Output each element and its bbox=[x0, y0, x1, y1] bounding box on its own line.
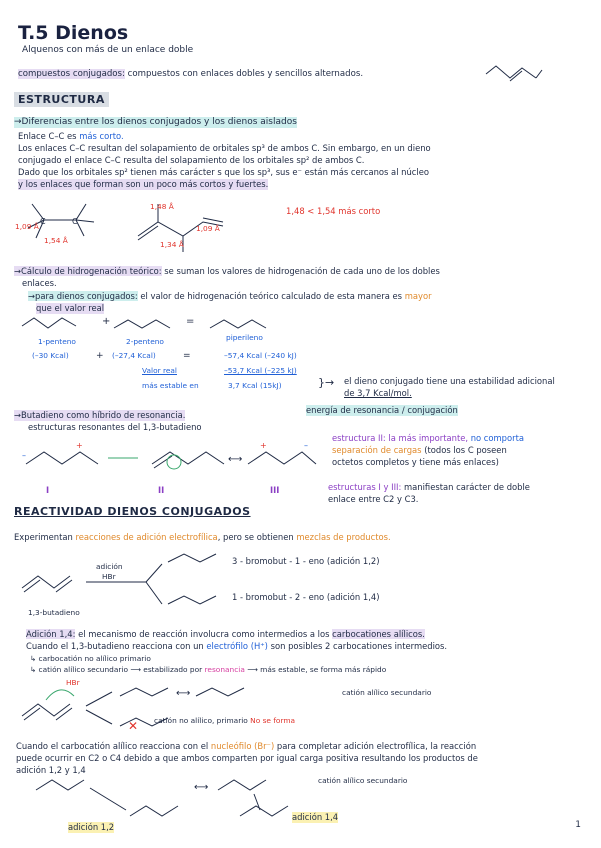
svg-text:+: + bbox=[260, 441, 267, 450]
plus-sign: + bbox=[96, 351, 104, 361]
structure-II-paren: (todos los C poseen bbox=[421, 445, 507, 455]
shorter-bond-b: más corto. bbox=[79, 131, 124, 141]
svg-text:+: + bbox=[76, 441, 83, 450]
bond-length-label: 1,54 Å bbox=[44, 236, 68, 245]
text-line: Dado que los orbitales sp² tienen más carácter s que los sp³, sus e⁻ están más cercanos al núcleo bbox=[18, 167, 430, 177]
electrophile-a: Cuando el 1,3-butadieno reacciona con un bbox=[26, 641, 207, 651]
conjugated-dienes-text: el valor de hidrogenación teórico calculado de esta manera es bbox=[137, 291, 405, 301]
hydrogenation-value: –57,4 Kcal (–240 kJ) bbox=[224, 351, 297, 360]
text-line: conjugado el enlace C–C resulta del solapamiento de los orbitales sp² de ambos C. bbox=[18, 155, 365, 165]
resonance-word: resonancia bbox=[204, 665, 245, 674]
structures-I-III-term: estructuras I y III: bbox=[328, 482, 402, 492]
section-reactividad: REACTIVIDAD DIENOS CONJUGADOS bbox=[14, 505, 251, 518]
product-2: 1 - bromobut - 2 - eno (adición 1,4) bbox=[232, 592, 380, 602]
text-line: y los enlaces que forman son un poco más cortos y fuertes. bbox=[18, 179, 269, 189]
structure-label-I: I bbox=[46, 485, 50, 495]
bond-length-label: 1,34 Å bbox=[160, 240, 184, 249]
allylic-cation-label-2: catión alílico secundario bbox=[318, 776, 408, 785]
hydrogenation-value: (–30 Kcal) bbox=[32, 351, 69, 360]
molecule-name: piperileno bbox=[226, 333, 263, 342]
resonance-subheading: estructuras resonantes del 1,3-butadieno bbox=[28, 422, 202, 432]
conjugated-def-text: compuestos con enlaces dobles y sencillos alternados. bbox=[124, 69, 364, 79]
differences-heading: →Diferencias entre los dienos conjugados y los dienos aislados bbox=[14, 117, 297, 127]
shorter-bond-line bbox=[18, 131, 124, 142]
more-stable-value: 3,7 Kcal (15kJ) bbox=[228, 381, 282, 390]
structure-II-no-comporta: no comporta bbox=[470, 433, 524, 443]
hydrogenation-line-1 bbox=[14, 266, 440, 277]
page-title: T.5 Dienos bbox=[18, 22, 129, 44]
allylic-note-a: ↳ catión alílico secundario ⟶ estabilizado por bbox=[30, 665, 205, 674]
stability-note-value: de 3,7 Kcal/mol. bbox=[344, 388, 412, 398]
structures-I-III-line-2: enlace entre C2 y C3. bbox=[328, 494, 419, 504]
svg-text:=: = bbox=[186, 316, 195, 327]
hydrogenation-value: (–27,4 Kcal) bbox=[112, 351, 156, 360]
svg-text:✕: ✕ bbox=[128, 719, 139, 733]
butadiene-skeletal-diagram bbox=[480, 58, 550, 90]
bond-comparison: 1,48 < 1,54 más corto bbox=[286, 206, 381, 216]
equals-sign: = bbox=[183, 351, 191, 361]
addition-14-label: adición 1,4 bbox=[292, 812, 339, 822]
svg-text:+: + bbox=[102, 316, 111, 327]
final-line-1 bbox=[16, 741, 476, 752]
resonance-heading: →Butadieno como híbrido de resonancia. bbox=[14, 410, 186, 420]
nucleophile: nucleófilo (Br⁻) bbox=[210, 741, 275, 751]
svg-text:C: C bbox=[40, 217, 46, 226]
bond-length-label: 1,09 Å bbox=[15, 222, 39, 231]
bond-length-label: 1,09 Å bbox=[196, 224, 220, 233]
hydrogenation-text: se suman los valores de hidrogenación de cada uno de los dobles bbox=[161, 266, 440, 276]
structure-II-line-3: octetos completos y tiene más enlaces) bbox=[332, 457, 499, 467]
brace-arrow: }→ bbox=[318, 376, 335, 389]
non-allylic-a: catión no alílico, primario bbox=[154, 716, 248, 725]
electrophile-b: electrófilo (H⁺) bbox=[206, 641, 268, 651]
exp-b: reacciones de adición electrofílica bbox=[75, 532, 218, 542]
no-se-forma: No se forma bbox=[250, 716, 296, 725]
stability-note: el dieno conjugado tiene una estabilidad adicional bbox=[344, 376, 555, 386]
charge-separation: separación de cargas bbox=[332, 445, 422, 455]
non-allylic-label bbox=[154, 716, 295, 727]
more-stable-label: más estable en bbox=[142, 381, 199, 390]
svg-text:–: – bbox=[22, 451, 26, 460]
conjugated-term: compuestos conjugados: bbox=[18, 69, 125, 79]
mayor-word: mayor bbox=[404, 291, 432, 301]
exp-c: , pero se obtienen bbox=[217, 532, 297, 542]
real-value: –53,7 Kcal (–225 kJ) bbox=[224, 366, 297, 375]
svg-text:⟷: ⟷ bbox=[176, 688, 191, 699]
allylic-cations: carbocationes alílicos. bbox=[332, 629, 425, 639]
exp-a: Experimentan bbox=[14, 532, 76, 542]
allylic-note-c: ⟶ más estable, se forma más rápido bbox=[244, 665, 387, 674]
structure-II-term: estructura II: bbox=[332, 433, 386, 443]
final-1c: para completar adición electrofílica, la reacción bbox=[274, 741, 477, 751]
svg-text:⟷: ⟷ bbox=[228, 454, 243, 465]
real-value-label: Valor real bbox=[142, 366, 177, 375]
addition-14-line bbox=[26, 629, 425, 640]
reagent-label: HBr bbox=[102, 572, 116, 581]
addition-14-text: el mecanismo de reacción involucra como intermedios a los bbox=[75, 629, 333, 639]
electrophile-line bbox=[26, 641, 447, 652]
page-number: 1 bbox=[575, 820, 581, 830]
structure-II-text: la más importante, bbox=[385, 433, 471, 443]
conjugated-dienes-term: →para dienos conjugados: bbox=[28, 291, 138, 301]
page-subtitle: Alquenos con más de un enlace doble bbox=[22, 45, 194, 55]
addition-14-term: Adición 1,4: bbox=[26, 629, 76, 639]
butadiene-label: 1,3-butadieno bbox=[28, 608, 80, 617]
conjugated-definition bbox=[18, 69, 363, 80]
structure-label-III: III bbox=[270, 485, 280, 495]
allylic-cation-note bbox=[30, 665, 386, 676]
structures-I-III-text: manifiestan carácter de doble bbox=[401, 482, 530, 492]
molecule-name: 2-penteno bbox=[126, 337, 164, 346]
molecule-name: 1-penteno bbox=[38, 337, 76, 346]
structure-label-II: II bbox=[158, 485, 165, 495]
structures-I-III-line-1 bbox=[328, 482, 530, 493]
real-value-text: que el valor real bbox=[36, 303, 105, 313]
experimentan-line bbox=[14, 532, 391, 543]
text-line: Los enlaces C–C resultan del solapamiento de orbitales sp³ de ambos C. Sin embargo, en un dieno bbox=[18, 143, 431, 153]
product-1: 3 - bromobut - 1 - eno (adición 1,2) bbox=[232, 556, 380, 566]
bond-length-label: 1,48 Å bbox=[150, 202, 174, 211]
svg-text:C: C bbox=[72, 217, 78, 226]
section-estructura: ESTRUCTURA bbox=[14, 92, 109, 107]
structure-II-line-2 bbox=[332, 445, 507, 456]
structure-II-line-1 bbox=[332, 433, 524, 444]
resonance-energy: energía de resonancia / conjugación bbox=[306, 405, 458, 415]
final-line-2: puede ocurrir en C2 o C4 debido a que ambos comparten por igual carga positiva resultando los productos de bbox=[16, 753, 478, 763]
hydrogenation-heading: →Cálculo de hidrogenación teórico: bbox=[14, 266, 162, 276]
final-line-3: adición 1,2 y 1,4 bbox=[16, 765, 86, 775]
addition-12-label: adición 1,2 bbox=[68, 822, 115, 832]
hydrogenation-line-2: enlaces. bbox=[22, 278, 57, 288]
non-allylic-cation-note: ↳ carbocatión no alílico primario bbox=[30, 654, 151, 663]
conjugated-dienes-line bbox=[28, 291, 432, 302]
exp-d: mezclas de productos. bbox=[296, 532, 391, 542]
svg-text:⟷: ⟷ bbox=[194, 782, 209, 793]
final-1a: Cuando el carbocatión alílico reacciona con el bbox=[16, 741, 211, 751]
allylic-cation-label: catión alílico secundario bbox=[342, 688, 432, 697]
shorter-bond-a: Enlace C–C es bbox=[18, 131, 80, 141]
hbr-label: HBr bbox=[66, 678, 80, 687]
svg-text:–: – bbox=[304, 441, 308, 450]
electrophile-c: son posibles 2 carbocationes intermedios. bbox=[267, 641, 448, 651]
addition-label: adición bbox=[96, 562, 123, 571]
